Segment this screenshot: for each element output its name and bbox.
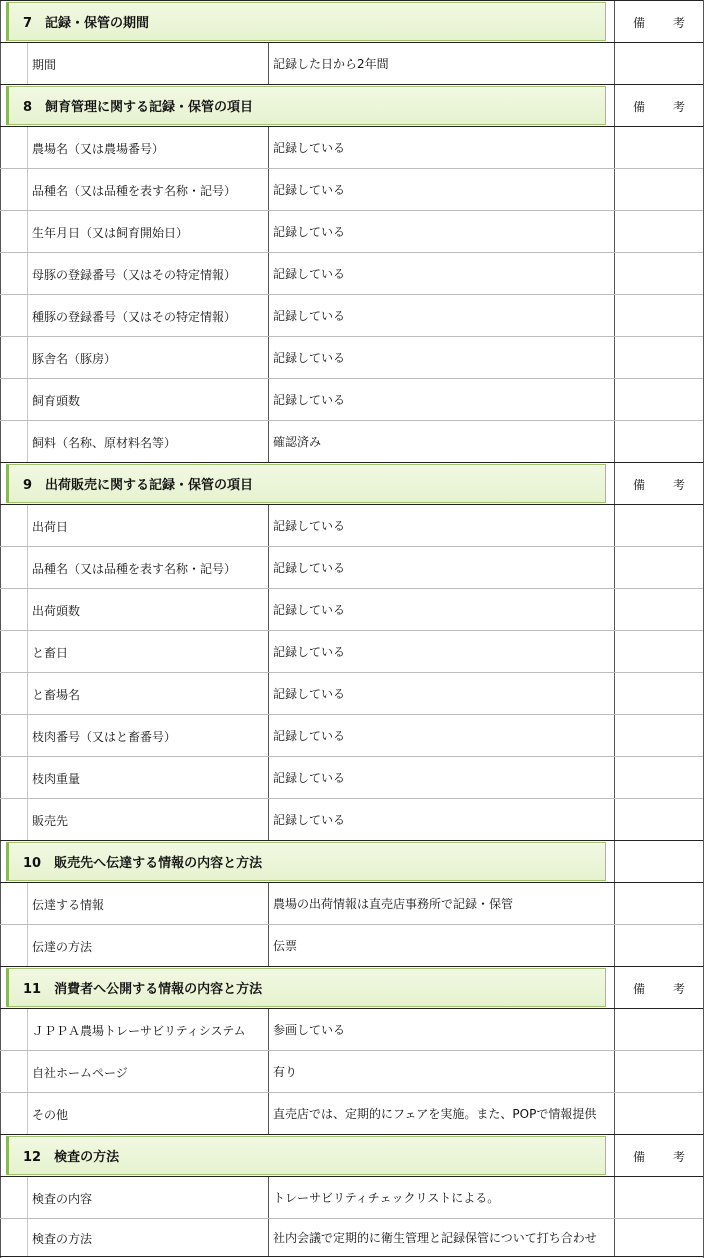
item-value (268, 211, 614, 253)
item-value (268, 295, 614, 337)
row-divider (0, 84, 703, 85)
remarks-header (614, 463, 703, 505)
item-label: 品種名（又は品種を表す名称・記号） (27, 169, 268, 211)
remark-cell (614, 589, 703, 631)
remark-cell (614, 211, 703, 253)
item-label: 品種名（又は品種を表す名称・記号） (27, 547, 268, 589)
item-label: 出荷日 (27, 505, 268, 547)
item-label: 伝達する情報 (27, 883, 268, 925)
remarks-label: 備 考 (632, 981, 693, 996)
item-value (268, 799, 614, 841)
section-header-s8 (6, 86, 606, 125)
item-value (268, 547, 614, 589)
item-value (268, 715, 614, 757)
item-value-text: 記録している (273, 770, 346, 785)
item-value-text: 記録している (273, 308, 346, 323)
remark-cell (614, 1177, 703, 1219)
section-title: 8 飼育管理に関する記録・保管の項目 (23, 100, 254, 115)
remark-cell (614, 547, 703, 589)
item-value (268, 253, 614, 295)
item-value-text: 記録している (273, 224, 346, 239)
item-value-text: 記録している (273, 728, 346, 743)
item-value-text: 記録している (273, 560, 346, 575)
item-label: その他 (27, 1093, 268, 1135)
remark-cell (614, 337, 703, 379)
row-divider (0, 966, 703, 967)
remark-cell (614, 253, 703, 295)
item-value-text: 確認済み (273, 434, 322, 449)
remarks-header (614, 967, 703, 1009)
item-value (268, 337, 614, 379)
item-value-text: 伝票 (273, 938, 298, 953)
remark-cell (614, 799, 703, 841)
section-title: 9 出荷販売に関する記録・保管の項目 (23, 478, 254, 493)
item-value (268, 589, 614, 631)
item-value (268, 631, 614, 673)
remark-cell (614, 127, 703, 169)
item-value (268, 673, 614, 715)
remark-cell (614, 631, 703, 673)
item-value-text: 参画している (273, 1022, 346, 1037)
item-value (268, 1219, 614, 1257)
item-value (268, 1051, 614, 1093)
item-value-text: 記録した日から2年間 (273, 56, 389, 71)
row-divider (0, 1256, 703, 1257)
item-value (268, 757, 614, 799)
remark-cell (614, 1093, 703, 1135)
section-header-s9 (6, 464, 606, 503)
section-header-s11 (6, 968, 606, 1007)
remark-cell (614, 295, 703, 337)
item-value (268, 421, 614, 463)
item-value (268, 379, 614, 421)
item-label: 枝肉重量 (27, 757, 268, 799)
row-divider (0, 840, 703, 841)
item-value (268, 1093, 614, 1135)
item-label: 自社ホームページ (27, 1051, 268, 1093)
remark-cell (614, 169, 703, 211)
item-label: 豚舎名（豚房） (27, 337, 268, 379)
remark-cell (614, 1051, 703, 1093)
item-value (268, 169, 614, 211)
item-value (268, 1177, 614, 1219)
section-title: 7 記録・保管の期間 (23, 16, 150, 31)
item-label: と畜場名 (27, 673, 268, 715)
item-label: 期間 (27, 43, 268, 85)
remark-cell (614, 757, 703, 799)
item-value-text: 記録している (273, 140, 346, 155)
item-value-text: 農場の出荷情報は直売店事務所で記録・保管 (273, 896, 514, 911)
item-value-text: 記録している (273, 602, 346, 617)
remark-cell (614, 673, 703, 715)
item-label: 検査の内容 (27, 1177, 268, 1219)
remark-cell (614, 505, 703, 547)
remark-cell (614, 1219, 703, 1257)
item-label: 検査の方法 (27, 1219, 268, 1257)
item-label: 出荷頭数 (27, 589, 268, 631)
remarks-header (614, 1, 703, 43)
item-label: 枝肉番号（又はと畜番号） (27, 715, 268, 757)
row-divider (0, 462, 703, 463)
section-header-s12 (6, 1136, 606, 1175)
remark-cell (614, 43, 703, 85)
item-value-text: 記録している (273, 686, 346, 701)
item-label: 伝達の方法 (27, 925, 268, 967)
item-value-text: 直売店では、定期的にフェアを実施。また、POPで情報提供 (273, 1106, 597, 1121)
row-divider (0, 0, 703, 1)
remark-cell (614, 421, 703, 463)
item-value-text: 記録している (273, 350, 346, 365)
remarks-label: 備 考 (632, 477, 693, 492)
item-label: 種豚の登録番号（又はその特定情報） (27, 295, 268, 337)
section-title: 11 消費者へ公開する情報の内容と方法 (23, 982, 263, 997)
item-value-text: 記録している (273, 812, 346, 827)
remarks-header (614, 841, 703, 883)
item-value (268, 505, 614, 547)
item-value-text: 社内会議で定期的に衛生管理と記録保管について打ち合わせ (273, 1230, 597, 1245)
item-value-text: 記録している (273, 392, 346, 407)
remarks-label: 備 考 (632, 1149, 693, 1164)
section-header-s10 (6, 842, 606, 881)
section-title: 10 販売先へ伝達する情報の内容と方法 (23, 856, 263, 871)
item-label: 飼育頭数 (27, 379, 268, 421)
item-label: 飼料（名称、原材料名等） (27, 421, 268, 463)
item-value (268, 883, 614, 925)
remarks-label: 備 考 (632, 99, 693, 114)
item-label: 販売先 (27, 799, 268, 841)
item-label: 生年月日（又は飼育開始日） (27, 211, 268, 253)
item-value-text: 有り (273, 1064, 298, 1079)
remark-cell (614, 1009, 703, 1051)
item-value-text: トレーサビリティチェックリストによる。 (273, 1190, 500, 1205)
remarks-label: 備 考 (632, 15, 693, 30)
remark-cell (614, 715, 703, 757)
item-value (268, 43, 614, 85)
sheet-left-border (0, 0, 1, 1258)
item-value (268, 925, 614, 967)
remarks-header (614, 85, 703, 127)
item-label: と畜日 (27, 631, 268, 673)
section-header-s7 (6, 2, 606, 41)
remark-cell (614, 379, 703, 421)
item-value-text: 記録している (273, 518, 346, 533)
item-value (268, 1009, 614, 1051)
remark-cell (614, 925, 703, 967)
item-label: ＪＰＰＡ農場トレーサビリティシステム (27, 1009, 268, 1051)
row-divider (0, 1134, 703, 1135)
item-value-text: 記録している (273, 266, 346, 281)
remarks-header (614, 1135, 703, 1177)
item-value-text: 記録している (273, 182, 346, 197)
section-title: 12 検査の方法 (23, 1150, 120, 1165)
remark-cell (614, 883, 703, 925)
item-value (268, 127, 614, 169)
item-label: 農場名（又は農場番号） (27, 127, 268, 169)
item-label: 母豚の登録番号（又はその特定情報） (27, 253, 268, 295)
item-value-text: 記録している (273, 644, 346, 659)
